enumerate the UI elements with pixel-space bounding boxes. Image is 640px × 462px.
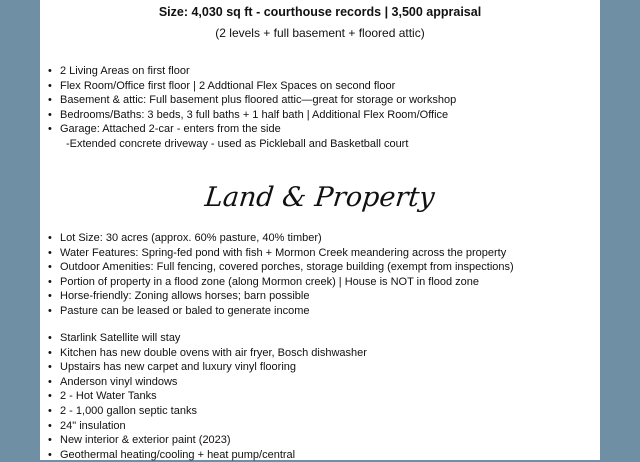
list-item: • Portion of property in a flood zone (along Mormon creek) | House is NOT in flood zone [48, 275, 480, 288]
list-item: • New interior & exterior paint (2023) [48, 434, 231, 447]
list-item: • 24" insulation [48, 419, 126, 432]
bullet-icon: • [48, 304, 52, 317]
garage-note: -Extended concrete driveway - used as Pickleball and Basketball court [66, 137, 409, 150]
bullet-icon: • [48, 94, 52, 107]
list-item: • Basement & attic: Full basement plus floored attic—great for storage or workshop [48, 94, 457, 107]
bullet-icon: • [48, 434, 52, 447]
list-item: • Water Features: Spring-fed pond with fish + Mormon Creek meandering across the property [48, 246, 507, 259]
list-item: • Outdoor Amenities: Full fencing, covered porches, storage building (exempt from inspections) [48, 261, 514, 274]
land-property-heading-text: Land & Property [203, 182, 437, 213]
bullet-icon: • [48, 275, 52, 288]
size-line: Size: 4,030 sq ft - courthouse records | 3,500 appraisal [158, 5, 482, 19]
list-item: • Horse-friendly: Zoning allows horses; barn possible [48, 290, 310, 303]
interior-features-list [47, 64, 456, 152]
bullet-icon: • [48, 448, 52, 461]
bullet-icon: • [48, 332, 52, 344]
list-item: • 2 Living Areas on first floor [48, 65, 190, 77]
list-item: • Kitchen has new double ovens with air fryer, Bosch dishwasher [48, 346, 367, 359]
bullet-icon: • [48, 261, 52, 274]
list-item: • Pasture can be leased or baled to generate income [48, 304, 310, 317]
list-item: • Geothermal heating/cooling + heat pump/central [48, 448, 296, 461]
listing-document [40, 0, 600, 460]
bullet-icon: • [48, 419, 52, 432]
list-item: • Upstairs has new carpet and luxury vinyl flooring [48, 361, 297, 374]
bullet-icon: • [48, 361, 52, 374]
list-item: • 2 - 1,000 gallon septic tanks [48, 404, 197, 417]
bullet-icon: • [48, 232, 52, 244]
levels-line: (2 levels + full basement + floored attic) [215, 26, 425, 40]
bullet-icon: • [48, 404, 52, 417]
land-property-heading [203, 168, 437, 222]
bullet-icon: • [48, 390, 52, 403]
bullet-icon: • [48, 65, 52, 77]
bullet-icon: • [48, 79, 52, 92]
bullet-icon: • [48, 123, 52, 136]
list-item: • Flex Room/Office first floor | 2 Addtional Flex Spaces on second floor [48, 79, 396, 92]
bullet-icon: • [48, 375, 52, 388]
land-features-list [47, 231, 514, 319]
list-item: • Anderson vinyl windows [48, 375, 178, 388]
bullet-icon: • [48, 346, 52, 359]
extras-list [47, 331, 367, 462]
list-item: • Lot Size: 30 acres (approx. 60% pasture, 40% timber) [48, 232, 322, 244]
bullet-icon: • [48, 246, 52, 259]
list-item: • 2 - Hot Water Tanks [48, 390, 157, 403]
bullet-icon: • [48, 108, 52, 121]
list-item: • Garage: Attached 2-car - enters from the side [48, 123, 281, 136]
bullet-icon: • [48, 290, 52, 303]
list-item: • Bedrooms/Baths: 3 beds, 3 full baths + 1 half bath | Additional Flex Room/Office [48, 108, 449, 121]
list-item: • Starlink Satellite will stay [48, 332, 181, 344]
